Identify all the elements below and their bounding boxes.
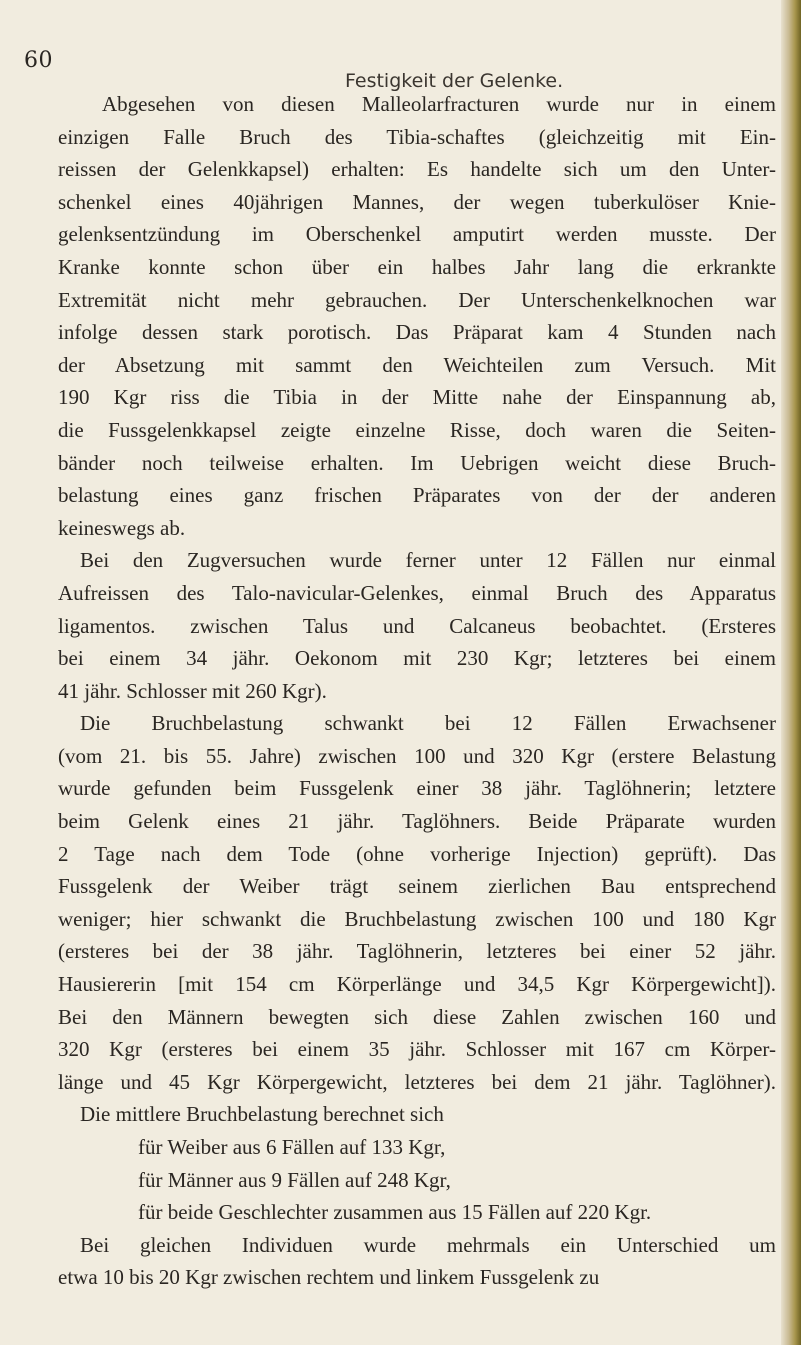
text-line: für Weiber aus 6 Fällen auf 133 Kgr, <box>138 1135 446 1159</box>
body-text <box>58 88 776 1294</box>
text-line: Die mittlere Bruchbelastung berechnet sich <box>80 1102 444 1127</box>
text-line: Bei gleichen Individuen wurde mehrmals ein Unterschied um <box>80 1232 776 1257</box>
text-line: Kranke konnte schon über ein halbes Jahr lang die erkrankte <box>58 254 776 279</box>
text-line: Die Bruchbelastung schwankt bei 12 Fällen Erwachsener <box>80 711 776 736</box>
running-head: Festigkeit der Gelenke. <box>345 70 564 92</box>
text-line: 2 Tage nach dem Tode (ohne vorherige Injection) geprüft). Das <box>58 841 776 866</box>
text-line: keineswegs ab. <box>58 515 186 540</box>
page-number: 60 <box>24 48 53 73</box>
text-line: die Fussgelenkkapsel zeigte einzelne Risse, doch waren die Seiten- <box>58 417 776 442</box>
text-line: für Männer aus 9 Fällen auf 248 Kgr, <box>138 1167 451 1192</box>
text-line: Fussgelenk der Weiber trägt seinem zierlichen Bau entsprechend <box>58 874 776 899</box>
text-line: (ersteres bei der 38 jähr. Taglöhnerin, letzteres bei einer 52 jähr. <box>58 939 776 964</box>
text-line: länge und 45 Kgr Körpergewicht, letzteres bei dem 21 jähr. Taglöhner). <box>58 1069 776 1094</box>
text-line: Bei den Zugversuchen wurde ferner unter 12 Fällen nur einmal <box>80 548 776 573</box>
text-line: der Absetzung mit sammt den Weichteilen zum Versuch. Mit <box>58 352 776 377</box>
text-line: reissen der Gelenkkapsel) erhalten: Es handelte sich um den Unter- <box>58 157 776 182</box>
text-line: Aufreissen des Talo-navicular-Gelenkes, einmal Bruch des Apparatus <box>58 580 776 605</box>
text-line: 190 Kgr riss die Tibia in der Mitte nahe der Einspannung ab, <box>58 385 776 410</box>
text-line: Bei den Männern bewegten sich diese Zahlen zwischen 160 und <box>58 1004 776 1029</box>
text-line: gelenksentzündung im Oberschenkel amputirt werden musste. Der <box>58 222 776 247</box>
text-line: 41 jähr. Schlosser mit 260 Kgr). <box>58 678 327 703</box>
text-line: etwa 10 bis 20 Kgr zwischen rechtem und linkem Fussgelenk zu <box>58 1265 600 1290</box>
text-line: (vom 21. bis 55. Jahre) zwischen 100 und 320 Kgr (erstere Belastung <box>58 743 776 768</box>
text-line: beim Gelenk eines 21 jähr. Taglöhners. Beide Präparate wurden <box>58 809 776 834</box>
text-line: 320 Kgr (ersteres bei einem 35 jähr. Schlosser mit 167 cm Körper- <box>58 1037 776 1062</box>
text-line: bänder noch teilweise erhalten. Im Uebrigen weicht diese Bruch- <box>58 450 776 475</box>
text-line: wurde gefunden beim Fussgelenk einer 38 jähr. Taglöhnerin; letztere <box>58 776 776 801</box>
text-line: Hausiererin [mit 154 cm Körperlänge und 34,5 Kgr Körpergewicht]). <box>58 972 776 997</box>
text-line: schenkel eines 40jährigen Mannes, der wegen tuberkulöser Knie- <box>58 189 776 214</box>
text-line: weniger; hier schwankt die Bruchbelastung zwischen 100 und 180 Kgr <box>58 906 776 931</box>
text-line: Abgesehen von diesen Malleolarfracturen wurde nur in einem <box>102 92 776 116</box>
text-line: für beide Geschlechter zusammen aus 15 Fällen auf 220 Kgr. <box>138 1200 652 1225</box>
page-binding-edge <box>781 0 801 1345</box>
text-line: infolge dessen stark porotisch. Das Präparat kam 4 Stunden nach <box>58 320 776 345</box>
text-line: ligamentos. zwischen Talus und Calcaneus beobachtet. (Ersteres <box>58 613 776 638</box>
text-line: einzigen Falle Bruch des Tibia-schaftes (gleichzeitig mit Ein- <box>58 124 776 149</box>
text-line: belastung eines ganz frischen Präparates von der der anderen <box>58 483 776 508</box>
text-line: Extremität nicht mehr gebrauchen. Der Unterschenkelknochen war <box>58 287 776 312</box>
text-line: bei einem 34 jähr. Oekonom mit 230 Kgr; letzteres bei einem <box>58 646 776 671</box>
